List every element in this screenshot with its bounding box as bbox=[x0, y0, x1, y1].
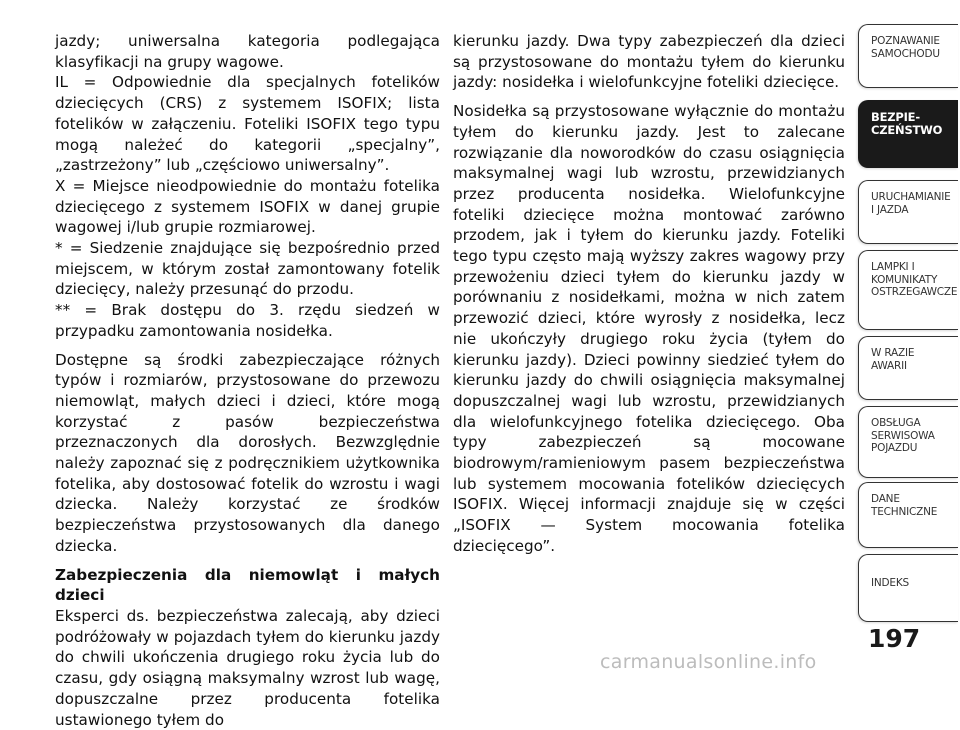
tab-label: DANE TECHNICZNE bbox=[871, 493, 938, 518]
paragraph: X = Miejsce nieodpowiednie do montażu fotelika dziecięcego z systemem ISOFIX w danej grupie wagowej i/lub grupie rozmiarowej. bbox=[55, 176, 440, 237]
tab-poznawanie-samochodu[interactable] bbox=[858, 24, 958, 88]
paragraph: Nosidełka są przystosowane wyłącznie do montażu tyłem do kierunku jazdy. Jest to zalecane rozwiązanie dla noworodków do czasu osiągnięcia maksymalnej wagi lub wzrostu, przewidzianych przez producenta nosidełka. Wielofunkcyjne foteliki dziecięce można montować zarówno przodem, jak i tyłem do kierunku jazdy. Foteliki tego typu często mają wyższy zakres wagowy przy przewożeniu dzieci tyłem do kierunku jazdy w porównaniu z nosidełkami, można w nich zatem przewozić dzieci, które wyrosły z nosidełka, lecz nie ukończyły drugiego roku życia (tyłem do kierunku jazdy). Dzieci powinny siedzieć tyłem do kierunku jazdy do chwili osiągnięcia maksymalnej dopuszczalnej wagi lub wzrostu, przewidzianych dla wielofunkcyjnego fotelika dziecięcego. Oba typy zabezpieczeń są mocowane biodrowym/ramieniowym pasem bezpieczeństwa lub systemem mocowania fotelików dziecięcych ISOFIX. Więcej informacji znajduje się w części „ISOFIX — System mocowania fotelika dziecięcego”. bbox=[453, 102, 845, 555]
tab-label: INDEKS bbox=[871, 577, 910, 589]
paragraph: Dostępne są środki zabezpieczające różnych typów i rozmiarów, przystosowane do przewozu niemowląt, małych dzieci i dzieci, które mogą korzystać z pasów bezpieczeństwa przeznaczonych dla dorosłych. Bezwzględnie należy zapoznać się z podręcznikiem użytkownika fotelika, aby dostosować fotelik do wzrostu i wagi dziecka. Należy korzystać ze środków bezpieczeństwa przystosowanych dla danego dziecka. bbox=[55, 350, 440, 555]
watermark: carmanualsonline.info bbox=[600, 651, 817, 673]
tab-indeks[interactable] bbox=[858, 554, 958, 622]
right-column bbox=[453, 31, 845, 557]
tab-dane-techniczne[interactable] bbox=[858, 482, 958, 548]
tab-lampki-i-komunikaty[interactable] bbox=[858, 250, 958, 330]
tab-label: POZNAWANIE SAMOCHODU bbox=[871, 35, 940, 60]
paragraph: jazdy; uniwersalna kategoria podlegająca klasyfikacji na grupy wagowe. bbox=[55, 32, 440, 71]
section-heading: Zabezpieczenia dla niemowląt i małych dzieci bbox=[55, 565, 440, 605]
tab-obsluga-serwisowa[interactable] bbox=[858, 406, 958, 478]
tab-label: LAMPKI I KOMUNIKATY OSTRZEGAWCZE bbox=[871, 261, 958, 298]
tab-w-razie-awarii[interactable] bbox=[858, 336, 958, 400]
paragraph: ** = Brak dostępu do 3. rzędu siedzeń w przypadku zamontowania nosidełka. bbox=[55, 301, 440, 340]
tab-label: W RAZIE AWARII bbox=[871, 347, 915, 372]
paragraph: Eksperci ds. bezpieczeństwa zalecają, aby dzieci podróżowały w pojazdach tyłem do kierunku jazdy do chwili ukończenia drugiego roku życia lub do czasu, gdy osiągną maksymalny wzrost lub wagę, dopuszczalne przez producenta fotelika ustawionego tyłem do bbox=[55, 606, 440, 729]
tab-bezpieczenstwo[interactable] bbox=[858, 100, 958, 168]
tab-label: OBSŁUGA SERWISOWA POJAZDU bbox=[871, 417, 935, 454]
tab-label: BEZPIE- CZEŃSTWO bbox=[871, 110, 943, 137]
paragraph: kierunku jazdy. Dwa typy zabezpieczeń dla dzieci są przystosowane do montażu tyłem do kierunku jazdy: nosidełka i wielofunkcyjne foteliki dziecięce. bbox=[453, 32, 845, 92]
tab-label: URUCHAMIANIE I JAZDA bbox=[871, 191, 951, 216]
tab-uruchamianie-i-jazda[interactable] bbox=[858, 180, 958, 244]
page-number: 197 bbox=[868, 624, 921, 653]
paragraph: IL = Odpowiednie dla specjalnych fotelików dziecięcych (CRS) z systemem ISOFIX; lista fotelików w załączeniu. Foteliki ISOFIX tego typu mogą należeć do kategorii „specjalny”, „zastrzeżony” lub „częściowo uniwersalny”. bbox=[55, 73, 440, 175]
left-column bbox=[55, 31, 440, 730]
paragraph: * = Siedzenie znajdujące się bezpośrednio przed miejscem, w którym został zamontowany fotelik dziecięcy, należy przesunąć do przodu. bbox=[55, 239, 440, 299]
